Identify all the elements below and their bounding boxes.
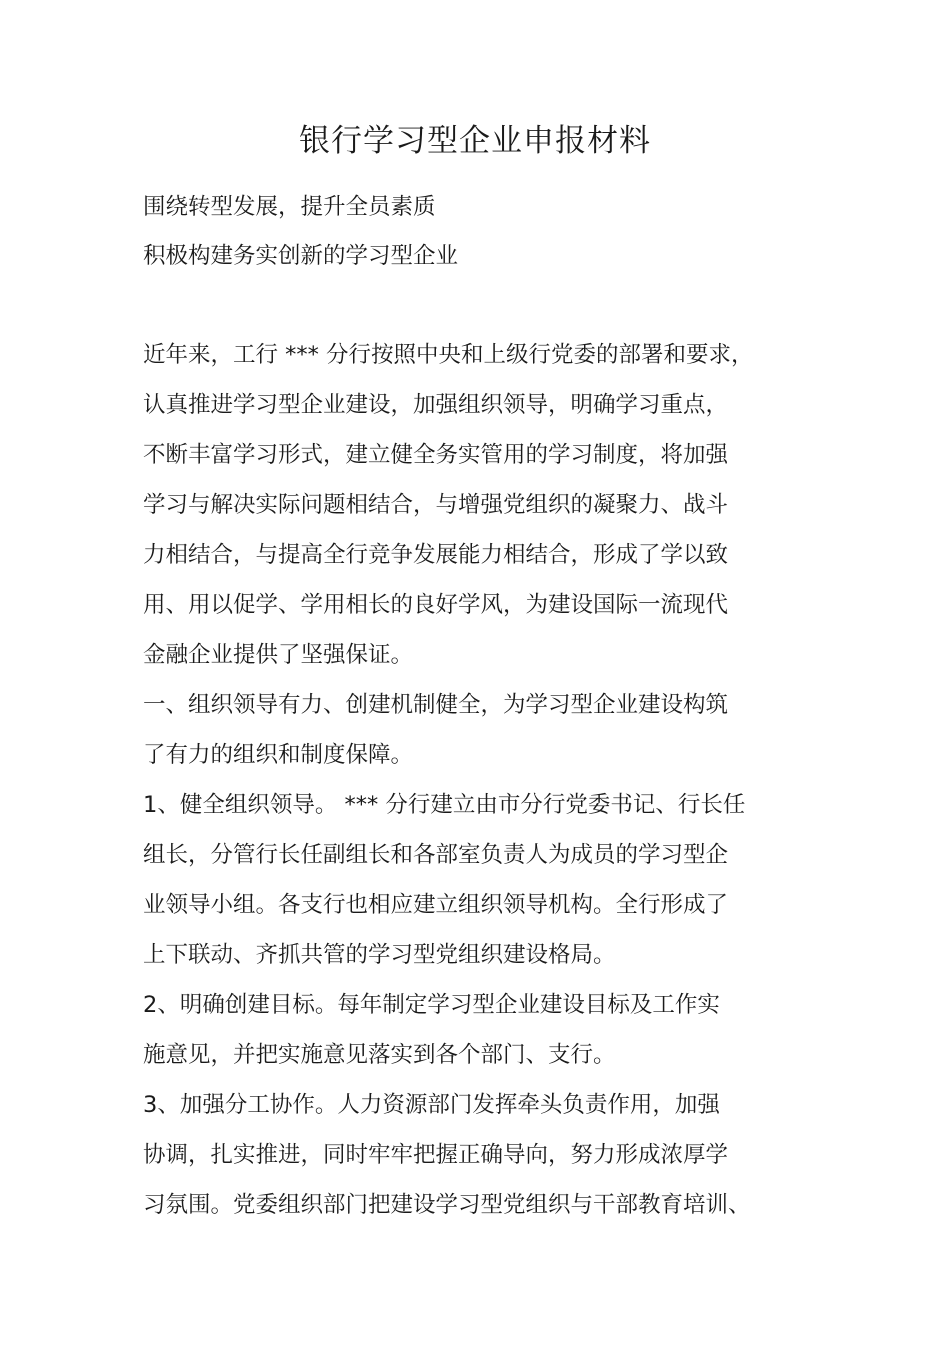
body-line: 不断丰富学习形式，建立健全务实管用的学习制度，将加强 (143, 442, 729, 468)
section-heading: 了有力的组织和制度保障。 (143, 742, 414, 768)
body-line: 金融企业提供了坚强保证。 (143, 642, 414, 668)
body-line: 施意见，并把实施意见落实到各个部门、支行。 (143, 1042, 616, 1068)
body-line: 上下联动、齐抓共管的学习型党组织建设格局。 (143, 942, 616, 968)
subtitle-line: 围绕转型发展，提升全员素质 (143, 194, 436, 220)
body-line: 用、用以促学、学用相长的良好学风，为建设国际一流现代 (143, 592, 729, 618)
body-line: 协调，扎实推进，同时牢牢把握正确导向，努力形成浓厚学 (143, 1142, 729, 1168)
body-line: 3、加强分工协作。人力资源部门发挥牵头负责作用，加强 (143, 1092, 720, 1118)
section-heading: 一、组织领导有力、创建机制健全，为学习型企业建设构筑 (143, 692, 729, 718)
body-line: 1、健全组织领导。 *** 分行建立由市分行党委书记、行长任 (143, 792, 746, 818)
body-line: 习氛围。党委组织部门把建设学习型党组织与干部教育培训、 (143, 1192, 751, 1218)
subtitle-line: 积极构建务实创新的学习型企业 (143, 243, 459, 269)
body-line: 近年来，工行 *** 分行按照中央和上级行党委的部署和要求， (143, 342, 754, 368)
body-line: 学习与解决实际问题相结合，与增强党组织的凝聚力、战斗 (143, 492, 729, 518)
body-line: 力相结合，与提高全行竞争发展能力相结合，形成了学以致 (143, 542, 729, 568)
body-line: 组长，分管行长任副组长和各部室负责人为成员的学习型企 (143, 842, 729, 868)
body-line: 2、明确创建目标。每年制定学习型企业建设目标及工作实 (143, 992, 720, 1018)
body-line: 业领导小组。各支行也相应建立组织领导机构。全行形成了 (143, 892, 729, 918)
body-line: 认真推进学习型企业建设，加强组织领导，明确学习重点， (143, 392, 729, 418)
document-title: 银行学习型企业申报材料 (299, 123, 651, 159)
